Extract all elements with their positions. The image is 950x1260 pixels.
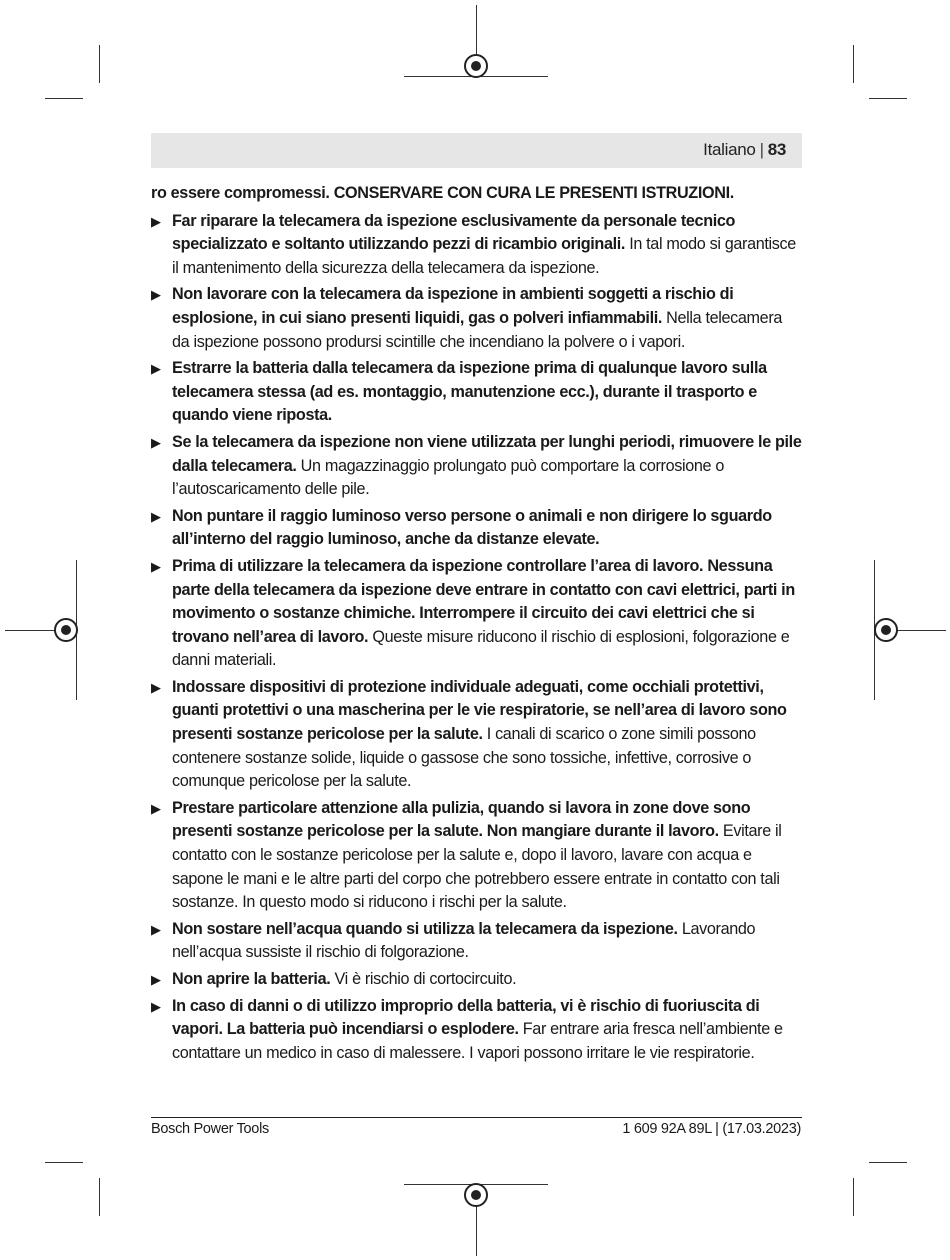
registration-target-icon [464,54,488,78]
instruction-bold: Prestare particolare attenzione alla pulizia, quando si lavora in zone dove sono presenti sostanze pericolose per la salute. Non mangiare durante il lavoro. [172,798,751,841]
instruction-bold: Prima di utilizzare la telecamera da ispezione controllare l’area di lavoro. Nessuna parte della telecamera da ispezione deve entrare in contatto con cavi elettrici, parti in movimento o sostanze chimiche. Interrompere il circuito dei cavi elettrici che si trovano nell’area di lavoro. [172,556,795,646]
continued-text: ro essere compromessi. CONSERVARE CON CURA LE PRESENTI ISTRUZIONI. [151,184,734,202]
bullet-triangle-icon: ▶ [151,361,161,377]
list-item [151,968,803,992]
list-item [151,676,803,794]
safety-instructions-list [151,210,803,1066]
registration-target-icon [464,1183,488,1207]
header-language: Italiano [703,140,756,159]
crop-mark-bottom-left-horizontal [45,1162,83,1163]
crop-mark-top-left-vertical [99,45,100,83]
bullet-triangle-icon: ▶ [151,558,161,574]
bullet-triangle-icon: ▶ [151,287,161,303]
instruction-bold: Estrarre la batteria dalla telecamera da ispezione prima di qualunque lavoro sulla telecamera stessa (ad es. montaggio, manutenzione ecc.), durante il trasporto e quando viene riposta. [172,359,767,425]
footer-doc-code: 1 609 92A 89L | (17.03.2023) [622,1121,801,1137]
instruction-bold: Non sostare nell’acqua quando si utilizza la telecamera da ispezione. [172,919,678,938]
instruction-explanation: In tal modo si garantisce il mantenimento della sicurezza della telecamera da ispezione. [172,235,796,277]
instruction-bold: Non aprire la batteria. [172,970,331,988]
list-item [151,995,803,1066]
crop-mark-bottom-right-vertical [853,1178,854,1216]
bullet-triangle-icon: ▶ [151,972,161,987]
crop-mark-top-right-horizontal [869,98,907,99]
instruction-explanation: Un magazzinaggio prolungato può comportare la corrosione o l’autoscaricamento delle pile. [172,456,725,499]
bullet-triangle-icon: ▶ [151,213,161,229]
instruction-explanation: Nella telecamera da ispezione possono prodursi scintille che incendiano la polvere o i vapori. [172,308,783,351]
list-item [151,357,803,428]
instruction-bold: Non puntare il raggio luminoso verso persone o animali e non dirigere lo sguardo all’interno del raggio luminoso, anche da distanze elevate. [172,506,772,549]
crop-mark-top-left-horizontal [45,98,83,99]
instruction-bold: Se la telecamera da ispezione non viene utilizzata per lunghi periodi, rimuovere le pile dalla telecamera. [172,432,802,475]
instruction-bold: Indossare dispositivi di protezione individuale adeguati, come occhiali protettivi, guanti protettivi o una mascherina per le vie respiratorie, se nell’area di lavoro sono presenti sostanze pericolose per la salute. [172,677,787,744]
bullet-triangle-icon: ▶ [151,921,161,937]
instruction-explanation: Vi è rischio di cortocircuito. [330,970,517,988]
footer-rule [151,1117,802,1118]
crop-mark-bottom-right-horizontal [869,1162,907,1163]
registration-target-icon [54,618,78,642]
instruction-explanation: Evitare il contatto con le sostanze pericolose per la salute e, dopo il lavoro, lavare con acqua e sapone le mani e le altre parti del corpo che potrebbero essere entrate in contatto con tali sostanze. In questo modo si riducono i rischi per la salute. [172,822,782,912]
header-text [703,140,786,160]
page-body [151,182,803,1068]
instruction-explanation: Lavorando nell’acqua sussiste il rischio di folgorazione. [172,919,756,962]
instruction-bold: Non lavorare con la telecamera da ispezione in ambienti soggetti a rischio di esplosione, in cui siano presenti liquidi, gas o polveri infiammabili. [172,285,734,327]
list-item [151,431,803,502]
bullet-triangle-icon: ▶ [151,508,161,524]
header-separator: | [759,140,764,159]
registration-target-icon [874,618,898,642]
list-item [151,918,803,965]
list-item [151,555,803,673]
list-item [151,797,803,915]
instruction-bold: Far riparare la telecamera da ispezione esclusivamente da personale tecnico specializzato e soltanto utilizzando pezzi di ricambio originali. [172,211,736,254]
page-number: 83 [767,140,786,159]
bullet-triangle-icon: ▶ [151,998,161,1014]
instruction-bold: In caso di danni o di utilizzo improprio della batteria, vi è rischio di fuoriuscita di vapori. La batteria può incendiarsi o esplodere. [172,996,760,1039]
bullet-triangle-icon: ▶ [151,800,161,816]
bullet-triangle-icon: ▶ [151,434,161,450]
crop-mark-bottom-left-vertical [99,1178,100,1216]
list-item [151,210,803,281]
crop-mark-top-right-vertical [853,45,854,83]
list-item [151,505,803,552]
instruction-explanation: I canali di scarico o zone simili possono contenere sostanze solide, liquide o gassose che sono tossiche, infettive, corrosive o comunque pericolose per la salute. [172,725,756,791]
instruction-explanation: Far entrare aria fresca nell’ambiente e contattare un medico in caso di malessere. I vapori possono irritare le vie respiratorie. [172,1020,783,1062]
instruction-explanation: Queste misure riducono il rischio di esplosioni, folgorazione e danni materiali. [172,627,790,670]
page-header [151,133,802,168]
footer-brand: Bosch Power Tools [151,1121,269,1137]
bullet-triangle-icon: ▶ [151,679,161,695]
list-item [151,283,803,354]
